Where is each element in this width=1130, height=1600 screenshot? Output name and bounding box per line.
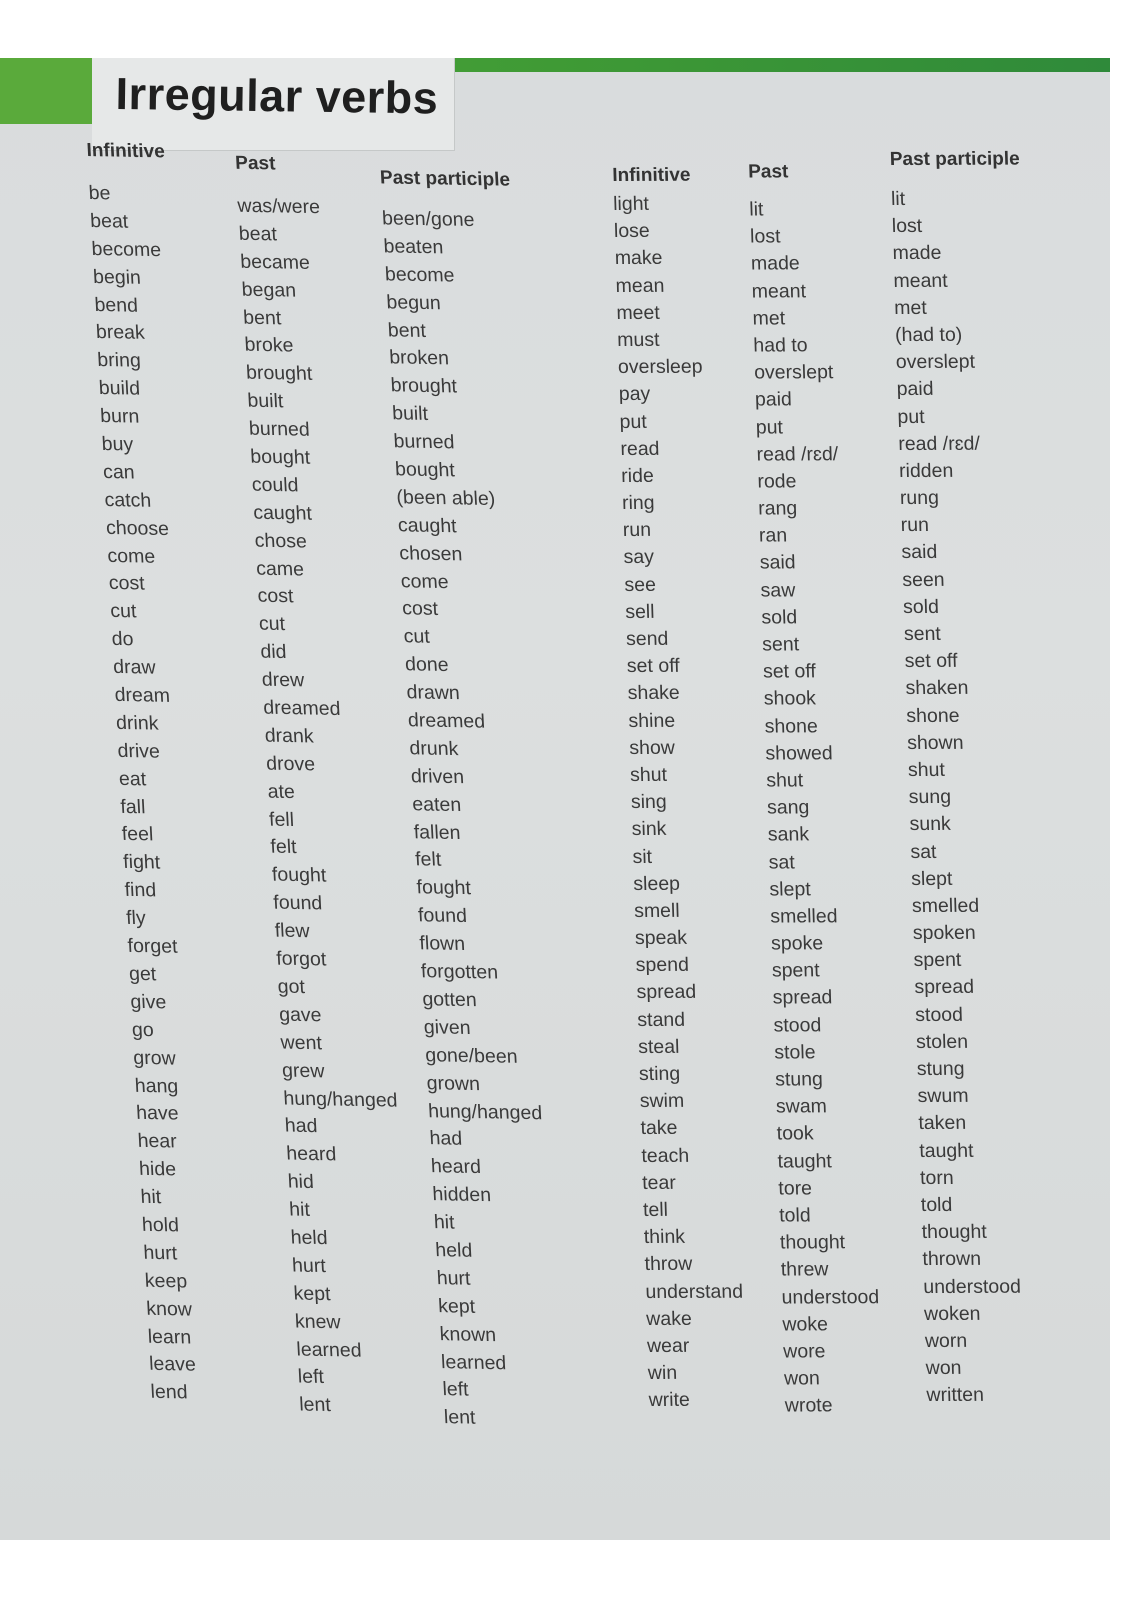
verb-form: dreamed	[262, 696, 341, 721]
verb-form: lost	[891, 215, 923, 238]
verb-form: hid	[287, 1170, 315, 1194]
verb-form: stole	[774, 1041, 816, 1064]
verb-form: thought	[921, 1220, 988, 1244]
verb-form: built	[391, 402, 429, 426]
header-past: Past	[747, 161, 789, 183]
verb-form: know	[145, 1297, 193, 1321]
verb-form: read /rɛd/	[897, 432, 981, 455]
verb-form: sting	[638, 1062, 681, 1085]
verb-form: paid	[754, 388, 793, 411]
verb-form: stood	[773, 1013, 822, 1037]
verb-form: light	[612, 192, 650, 215]
verb-form: took	[776, 1122, 814, 1145]
page-title: Irregular verbs	[115, 68, 439, 124]
verb-form: lent	[443, 1406, 477, 1430]
verb-form: lit	[748, 198, 764, 221]
verb-form: sent	[903, 622, 942, 646]
verb-form: bent	[242, 306, 282, 329]
header-infinitive: Infinitive	[612, 164, 691, 186]
verb-form: forgot	[275, 947, 327, 971]
verb-form: begin	[92, 265, 142, 289]
verb-form: spent	[771, 959, 820, 982]
verb-form: pay	[618, 383, 651, 406]
verb-form: slept	[769, 878, 812, 901]
verb-form: bring	[96, 349, 142, 373]
verb-form: made	[892, 242, 942, 265]
verb-form: smell	[633, 899, 680, 922]
verb-form: break	[95, 321, 146, 345]
verb-form: flew	[274, 919, 311, 943]
verb-form: fought	[271, 863, 327, 887]
verb-form: become	[91, 237, 162, 262]
verb-form: fell	[268, 808, 295, 831]
verb-form: understand	[645, 1280, 744, 1303]
verb-form: stand	[637, 1008, 686, 1031]
verb-form: wore	[782, 1340, 826, 1363]
verb-form: cut	[403, 625, 431, 649]
verb-form: put	[897, 405, 925, 428]
verb-form: felt	[269, 836, 298, 859]
verb-form: drove	[265, 752, 316, 776]
verb-form: show	[628, 736, 676, 759]
verb-form: choose	[105, 516, 170, 540]
verb-form: sink	[631, 818, 667, 841]
verb-form: put	[619, 410, 648, 433]
verb-form: came	[255, 557, 305, 581]
verb-form: hurt	[436, 1267, 471, 1290]
verb-form: given	[423, 1016, 472, 1039]
verb-form: flown	[418, 932, 466, 956]
verb-form: rung	[899, 486, 940, 510]
verb-form: shone	[906, 704, 960, 727]
verb-form: speak	[634, 926, 688, 950]
verb-form: meet	[616, 301, 661, 324]
verb-form: slept	[910, 867, 953, 890]
verb-form: thought	[779, 1231, 846, 1254]
verb-form: brought	[245, 362, 313, 386]
verb-form: left	[297, 1365, 325, 1389]
verb-form: eaten	[411, 792, 462, 816]
verb-form: cost	[256, 585, 294, 608]
verb-form: spoken	[912, 921, 977, 945]
verb-form: oversleep	[617, 355, 703, 379]
verb-form: set off	[626, 655, 680, 678]
verb-form: sat	[910, 840, 937, 863]
verb-form: shine	[628, 709, 676, 732]
verb-form: broke	[244, 334, 295, 358]
verb-form: went	[280, 1031, 323, 1055]
verb-form: won	[783, 1367, 821, 1390]
verb-form: teach	[641, 1144, 690, 1167]
verb-form: felt	[414, 848, 442, 872]
verb-form: fought	[416, 876, 472, 900]
verb-form: run	[900, 514, 930, 537]
verb-form: have	[135, 1102, 180, 1126]
verb-form: beat	[238, 222, 278, 246]
verb-form: mean	[615, 274, 665, 297]
verb-form: learn	[147, 1325, 192, 1349]
verb-form: ran	[758, 524, 788, 547]
verb-form: overslept	[895, 350, 976, 374]
verb-form: shown	[906, 731, 964, 754]
verb-form: meant	[893, 269, 948, 292]
verb-form: shut	[629, 763, 668, 786]
verb-form: broken	[388, 346, 450, 370]
verb-form: go	[131, 1018, 155, 1041]
verb-form: understood	[922, 1275, 1022, 1298]
verb-form: cost	[401, 597, 439, 621]
verb-form: drive	[116, 739, 161, 763]
verb-form: set off	[904, 650, 958, 673]
verb-form: hung/hanged	[282, 1087, 399, 1112]
verb-form: ride	[620, 464, 655, 487]
verb-form: write	[648, 1389, 691, 1412]
verb-form: shook	[763, 687, 817, 710]
verb-form: grew	[281, 1059, 325, 1082]
verb-form: leave	[148, 1353, 197, 1377]
verb-form: paid	[896, 378, 934, 401]
verb-form: lit	[890, 187, 906, 211]
verb-form: bought	[394, 458, 456, 482]
verb-form: ring	[621, 491, 655, 515]
verb-form: ridden	[898, 459, 954, 482]
page-bottom-margin	[0, 1540, 1130, 1600]
verb-form: said	[901, 541, 938, 564]
verb-form: spent	[913, 949, 962, 972]
verb-form: shut	[907, 758, 946, 781]
verb-form: spread	[772, 986, 833, 1009]
verb-form: caught	[252, 501, 313, 525]
verb-form: met	[752, 307, 786, 330]
verb-form: ate	[267, 780, 296, 803]
verb-form: swum	[917, 1085, 969, 1108]
verb-form: forget	[127, 934, 179, 958]
verb-form: can	[102, 460, 136, 484]
verb-form: sank	[767, 823, 810, 846]
verb-form: held	[434, 1239, 473, 1262]
verb-form: driven	[410, 765, 465, 789]
verb-form: make	[614, 247, 663, 270]
verb-form: spoke	[770, 932, 824, 955]
verb-form: brought	[390, 374, 458, 398]
verb-form: thrown	[922, 1248, 982, 1271]
verb-form: showed	[765, 742, 833, 765]
verb-form: sung	[908, 786, 952, 809]
verb-form: dream	[114, 683, 171, 707]
verb-form: stolen	[915, 1030, 969, 1053]
verb-form: (been able)	[395, 486, 496, 511]
verb-form: told	[778, 1204, 811, 1227]
verb-form: spread	[914, 976, 975, 999]
verb-form: run	[622, 519, 652, 542]
verb-form: built	[246, 389, 284, 413]
verb-form: take	[640, 1117, 678, 1140]
verb-form: stung	[774, 1068, 824, 1091]
verb-form: win	[647, 1361, 678, 1385]
verb-form: said	[759, 551, 796, 574]
verb-form: burned	[248, 417, 311, 441]
verb-form: sit	[632, 845, 653, 868]
verb-form: catch	[103, 488, 152, 512]
verb-form: shut	[765, 769, 804, 792]
verb-form: come	[106, 544, 156, 568]
verb-form: throw	[644, 1253, 693, 1276]
verb-form: learned	[295, 1338, 363, 1362]
verb-form: build	[98, 377, 141, 400]
verb-form: shone	[764, 714, 819, 738]
verb-form: hang	[134, 1074, 179, 1098]
verb-form: shake	[627, 682, 681, 705]
verb-form: wear	[646, 1334, 690, 1357]
verb-form: send	[625, 627, 669, 650]
verb-form: hold	[141, 1213, 180, 1237]
verb-form: hidden	[431, 1183, 492, 1207]
verb-form: had	[284, 1114, 319, 1138]
verb-form: sold	[902, 595, 940, 618]
verb-form: hurt	[291, 1254, 327, 1277]
header-past: Past	[234, 152, 276, 175]
verb-form: stung	[916, 1057, 965, 1081]
verb-form: had to	[753, 334, 808, 357]
verb-form: lose	[613, 220, 651, 243]
verb-form: (had to)	[894, 323, 963, 346]
verb-form: learned	[440, 1350, 507, 1374]
verb-form: eat	[118, 767, 147, 791]
verb-form: tore	[778, 1177, 813, 1200]
verb-form: found	[417, 904, 468, 928]
header-past-participle: Past participle	[889, 148, 1021, 171]
verb-form: beaten	[382, 235, 444, 259]
verb-form: gave	[278, 1003, 323, 1027]
verb-form: think	[643, 1225, 686, 1249]
verb-form: taught	[777, 1149, 833, 1173]
green-corner-tab	[0, 58, 92, 124]
verb-form: knew	[294, 1310, 342, 1333]
verb-form: gotten	[421, 988, 478, 1012]
verb-form: met	[893, 296, 928, 319]
verb-form: found	[272, 891, 323, 915]
verb-form: did	[259, 640, 288, 664]
verb-form: tell	[642, 1198, 669, 1221]
verb-form: steal	[637, 1035, 680, 1058]
verb-form: lend	[150, 1381, 189, 1404]
verb-form: chosen	[398, 541, 463, 566]
verb-form: lent	[298, 1393, 332, 1417]
verb-form: say	[623, 546, 655, 569]
header-infinitive: Infinitive	[86, 140, 166, 163]
verb-form: fallen	[413, 820, 461, 844]
verb-form: read	[620, 437, 660, 460]
verb-form: known	[439, 1322, 497, 1346]
verb-form: wake	[645, 1307, 693, 1330]
verb-form: rode	[757, 470, 797, 493]
verb-form: hear	[137, 1130, 178, 1153]
verb-form: cut	[258, 612, 286, 636]
verb-form: come	[400, 569, 450, 593]
verb-form: drink	[115, 711, 159, 735]
verb-form: written	[926, 1384, 985, 1407]
verb-form: began	[241, 278, 297, 302]
verb-form: could	[251, 473, 300, 497]
verb-form: heard	[285, 1142, 337, 1166]
verb-form: put	[755, 415, 784, 439]
verb-form: bent	[387, 318, 427, 342]
verb-form: must	[616, 328, 660, 351]
verb-form: drank	[264, 724, 315, 748]
verb-form: rang	[757, 497, 798, 520]
verb-form: overslept	[753, 361, 834, 384]
verb-form: hung/hanged	[427, 1099, 543, 1124]
verb-form: shaken	[905, 677, 969, 700]
verb-form: give	[129, 990, 167, 1014]
verb-form: taken	[918, 1112, 967, 1135]
verb-form: woken	[923, 1302, 981, 1325]
verb-form: buy	[101, 432, 134, 456]
verb-form: sang	[766, 796, 810, 819]
header-past-participle: Past participle	[379, 167, 511, 191]
verb-form: cost	[108, 572, 146, 596]
verb-form: grown	[426, 1071, 481, 1095]
verb-form: meant	[751, 279, 807, 303]
verb-form: fight	[122, 851, 161, 874]
verb-form: wrote	[784, 1394, 833, 1417]
verb-form: lost	[749, 225, 781, 248]
verb-form: spend	[635, 954, 690, 977]
verb-form: swam	[775, 1095, 828, 1118]
verb-form: hit	[139, 1185, 162, 1209]
verb-form: fly	[125, 907, 147, 930]
verb-form: be	[88, 181, 112, 205]
verb-form: been/gone	[381, 207, 475, 232]
verb-form: kept	[292, 1282, 331, 1305]
verb-form: made	[750, 252, 801, 275]
verb-form: burn	[99, 405, 140, 428]
verb-form: drew	[261, 668, 305, 692]
verb-form: sing	[630, 790, 668, 814]
verb-form: draw	[112, 656, 157, 679]
verb-form: got	[277, 975, 306, 999]
verb-form: keep	[144, 1269, 188, 1293]
verb-form: chose	[254, 529, 308, 553]
verb-form: won	[925, 1356, 962, 1380]
verb-form: drawn	[405, 681, 461, 705]
verb-form: heard	[430, 1155, 482, 1179]
verb-form: left	[441, 1378, 470, 1402]
verb-form: grow	[132, 1046, 177, 1070]
verb-form: see	[624, 573, 657, 596]
verb-form: was/were	[236, 194, 321, 219]
verb-form: gone/been	[424, 1043, 519, 1068]
verb-form: become	[384, 263, 455, 287]
verb-form: fall	[119, 795, 146, 818]
verb-form: became	[239, 250, 311, 274]
verb-form: get	[128, 962, 157, 986]
verb-form: bend	[93, 293, 139, 317]
verb-form: drunk	[408, 737, 459, 761]
verb-form: do	[111, 628, 135, 651]
verb-form: sold	[761, 606, 798, 629]
verb-form: hit	[288, 1198, 311, 1221]
verb-form: beat	[89, 209, 129, 233]
verb-form: find	[124, 879, 157, 902]
verb-form: forgotten	[420, 960, 499, 984]
verb-form: hide	[138, 1158, 177, 1181]
verb-form: saw	[760, 579, 796, 602]
verb-form: threw	[780, 1258, 829, 1281]
verb-form: stood	[914, 1003, 964, 1026]
verb-form: sell	[624, 600, 655, 623]
verb-form: cut	[109, 600, 137, 623]
verb-form: smelled	[911, 894, 980, 917]
verb-form: set off	[762, 660, 817, 683]
verb-form: spread	[636, 981, 697, 1004]
verb-form: taught	[918, 1139, 974, 1162]
verb-form: tear	[641, 1171, 677, 1194]
verb-form: caught	[397, 514, 458, 538]
verb-form: read /rɛd/	[756, 442, 839, 466]
verb-form: smelled	[769, 905, 838, 928]
verb-form: hit	[433, 1211, 456, 1234]
verb-form: bought	[249, 445, 311, 469]
verb-form: kept	[437, 1294, 476, 1318]
verb-form: done	[404, 653, 450, 677]
verb-form: understood	[781, 1285, 880, 1309]
verb-form: burned	[393, 430, 455, 454]
verb-form: torn	[919, 1166, 954, 1189]
verb-form: sat	[768, 850, 796, 874]
verb-form: woke	[782, 1313, 829, 1336]
verb-form: had	[429, 1127, 463, 1151]
verb-form: held	[290, 1226, 329, 1250]
verb-form: swim	[639, 1090, 685, 1113]
verb-form: hurt	[142, 1241, 178, 1265]
verb-form: seen	[901, 568, 945, 591]
verb-form: sleep	[633, 872, 681, 895]
verb-form: worn	[924, 1329, 968, 1352]
verb-form: sent	[761, 633, 800, 656]
verb-form: begun	[385, 290, 442, 314]
verb-form: dreamed	[407, 709, 486, 733]
verb-form: told	[920, 1193, 953, 1216]
verb-form: feel	[121, 823, 154, 846]
verb-form: sunk	[909, 813, 952, 836]
